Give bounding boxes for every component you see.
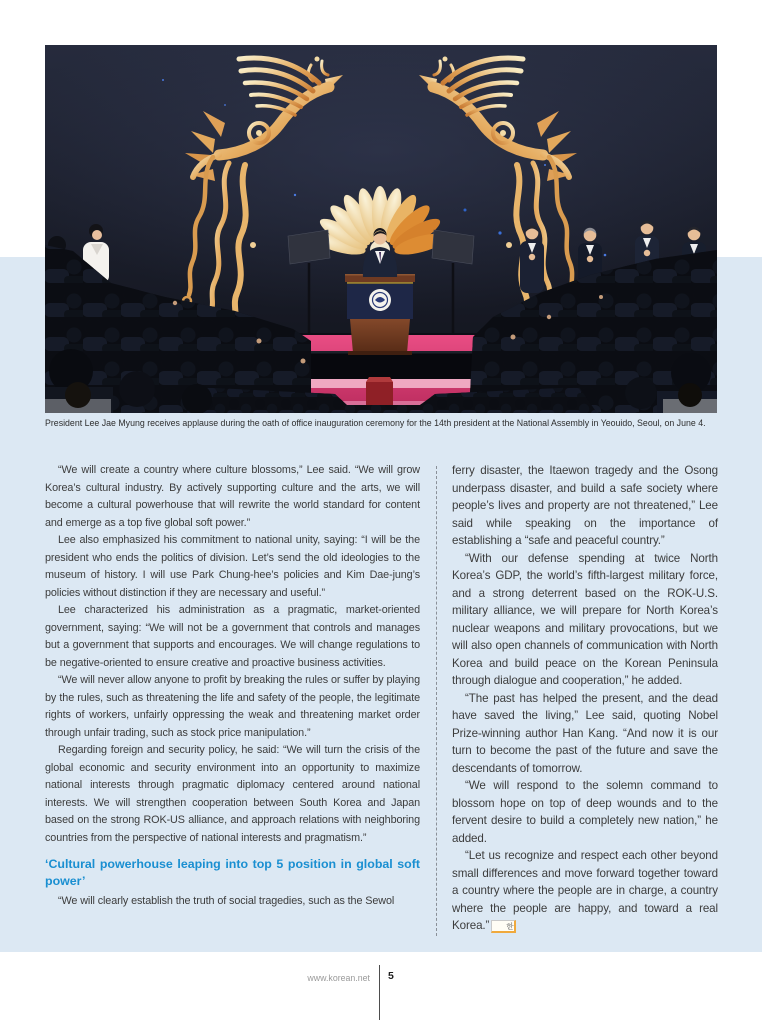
article-column-left (45, 462, 420, 911)
article-paragraph: “We will clearly establish the truth of social tragedies, such as the Sewol (58, 895, 395, 907)
end-mark-icon: 한 (491, 920, 516, 933)
article-paragraph: Regarding foreign and security policy, he said: “We will turn the crisis of the global economic and security environment into an opportunity to maximize national interests through pragmatic diplomacy centered around national interests. We will strengthen cooperation between South Korea and Japan based on the strong ROK-US alliance, and approach relations with neighboring countries from the perspective of national interests and pragmatism.” (45, 744, 420, 844)
article-paragraph: Lee also emphasized his commitment to national unity, saying: “I will be the president who ends the politics of division. Let’s send the old ideologies to the museum of history. I will use Park Chung-hee’s policies and Kim Dae-jung’s policies without distinction if they are necessary and useful.” (45, 534, 420, 599)
article-paragraph: ferry disaster, the Itaewon tragedy and the Osong underpass disaster, and build a safe society where people’s lives and property are not threatened,” Lee said while speaking on the importance of establishing a “safe and peaceful country.” (452, 464, 718, 547)
column-divider (436, 466, 437, 936)
article-paragraph (452, 847, 718, 935)
photo-caption: President Lee Jae Myung receives applause during the oath of office inauguration ceremony for the 14th president at the National Assembly in Yeouido, Seoul, on June 4. (45, 418, 706, 428)
article-paragraph: “The past has helped the present, and the dead have saved the living,” Lee said, quoting Nobel Prize-winning author Han Kang. “And now it is our turn to become the past of the future and save the descendants of tomorrow. (452, 691, 718, 775)
footer-site-url: www.korean.net (307, 973, 370, 983)
article-paragraph: “We will create a country where culture blossoms,” Lee said. “We will grow Korea’s cultural industry. By actively supporting culture and the arts, we will become a cultural powerhouse that will rewrite the world standard for content and emerge as a top five global soft power.” (45, 464, 420, 529)
footer-divider-line (379, 965, 380, 1020)
article-paragraph: “With our defense spending at twice North Korea’s GDP, the world’s fifth-largest military force, and a strong deterrent based on the ROK-U.S. military alliance, we will prepare for North Korea’s nuclear weapons and military provocations, but we will also open channels of communication with North Korea and build peace on the Korean Peninsula through dialogue and cooperation,” he added. (452, 551, 718, 687)
inauguration-photo (45, 45, 717, 413)
article-column-right (452, 462, 718, 935)
article-paragraph: Lee characterized his administration as a pragmatic, market-oriented government, saying: “We will not be a government that controls and manages but a government that supports and encourages. We will change regulations to be negative-oriented to ensure creative and proactive business activities. (45, 604, 420, 669)
red-step-box (366, 377, 393, 408)
stage-monitor-riser (283, 351, 499, 379)
article-paragraph-text: “Let us recognize and respect each other beyond small differences and move forward together toward a country where the people are in charge, a country where the people are happy, and toward a real Korea.” (452, 849, 718, 932)
section-heading: ‘Cultural powerhouse leaping into top 5 position in global soft power’ (45, 857, 420, 888)
podium (345, 274, 415, 355)
footer-page-number: 5 (388, 970, 394, 982)
article-paragraph: “We will never allow anyone to profit by breaking the rules or suffer by playing by the rules, such as threatening the life and safety of the people, the legitimate rights of workers, unfairly oppressing the weak and threatening market order through unfair trading, such as stock price manipulation.” (45, 674, 420, 739)
article-paragraph: “We will respond to the solemn command to blossom hope on top of deep wounds and to the fervent desire to build a completely new nation,” he added. (452, 779, 718, 845)
